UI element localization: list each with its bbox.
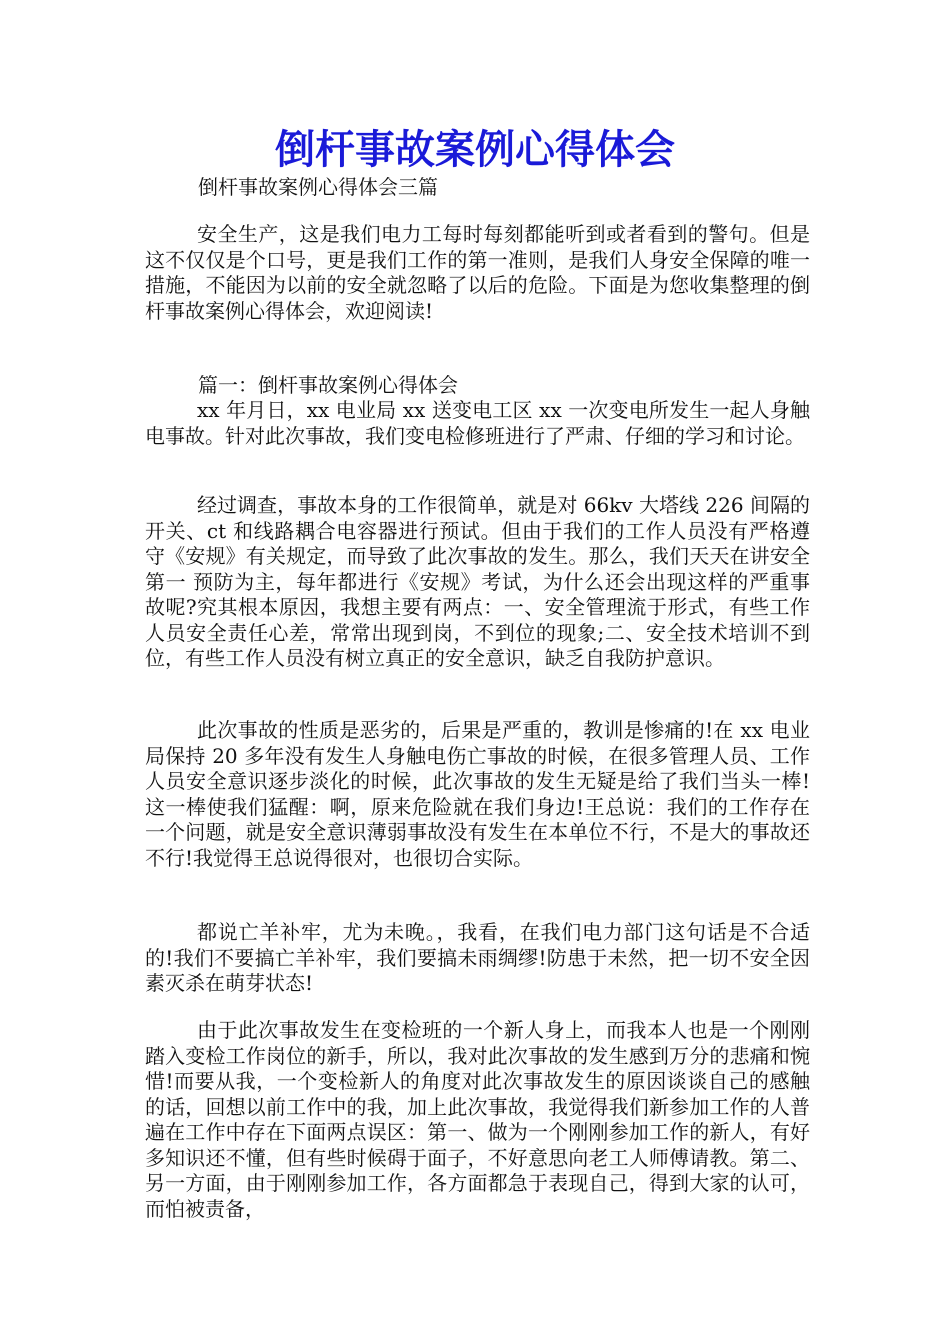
section-heading: 篇一：倒杆事故案例心得体会 <box>198 373 458 397</box>
document-title: 倒杆事故案例心得体会 <box>275 126 675 173</box>
body-paragraph: 由于此次事故发生在变检班的一个新人身上，而我本人也是一个刚刚踏入变检工作岗位的新手，所以，我对此次事故的发生感到万分的悲痛和惋惜!而要从我，一个变检新人的角度对此次事故发生的原因谈谈自己的感触的话，回想以前工作中的我，加上此次事故，我觉得我们新参加工作的人普遍在工作中存在下面两点误区：第一、做为一个刚刚参加工作的新人，有好多知识还不懂，但有些时候碍于面子，不好意思向老工人师傅请教。第二、另一方面，由于刚刚参加工作，各方面都急于表现自己，得到大家的认可，而怕被责备， <box>145 1018 810 1221</box>
document-subtitle: 倒杆事故案例心得体会三篇 <box>198 175 438 199</box>
body-paragraph: 此次事故的性质是恶劣的，后果是严重的，教训是惨痛的!在 xx 电业局保持 20 多年没有发生人身触电伤亡事故的时候，在很多管理人员、工作人员安全意识逐步淡化的时候，此次事故的发生无疑是给了我们当头一棒!这一棒使我们猛醒：啊，原来危险就在我们身边!王总说：我们的工作存在一个问题，就是安全意识薄弱事故没有发生在本单位不行，不是大的事故还不行!我觉得王总说得很对，也很切合实际。 <box>145 718 810 870</box>
intro-paragraph: 安全生产，这是我们电力工每时每刻都能听到或者看到的警句。但是这不仅仅是个口号，更是我们工作的第一准则，是我们人身安全保障的唯一措施，不能因为以前的安全就忽略了以后的危险。下面是为您收集整理的倒杆事故案例心得体会，欢迎阅读! <box>145 222 810 323</box>
body-paragraph: 都说亡羊补牢，尤为未晚。，我看，在我们电力部门这句话是不合适的!我们不要搞亡羊补牢，我们要搞未雨绸缪!防患于未然，把一切不安全因素灭杀在萌芽状态! <box>145 920 810 995</box>
body-paragraph: 经过调查，事故本身的工作很简单，就是对 66kv 大塔线 226 间隔的开关、ct 和线路耦合电容器进行预试。但由于我们的工作人员没有严格遵守《安规》有关规定，而导致了此次事故的发生。那么，我们天天在讲安全第一 预防为主，每年都进行《安规》考试，为什么还会出现这样的严重事故呢?究其根本原因，我想主要有两点：一、安全管理流于形式，有些工作人员安全责任心差，常常出现到岗，不到位的现象;二、安全技术培训不到位，有些工作人员没有树立真正的安全意识，缺乏自我防护意识。 <box>145 493 810 670</box>
body-paragraph: xx 年月日，xx 电业局 xx 送变电工区 xx 一次变电所发生一起人身触电事故。针对此次事故，我们变电检修班进行了严肃、仔细的学习和讨论。 <box>145 398 810 448</box>
